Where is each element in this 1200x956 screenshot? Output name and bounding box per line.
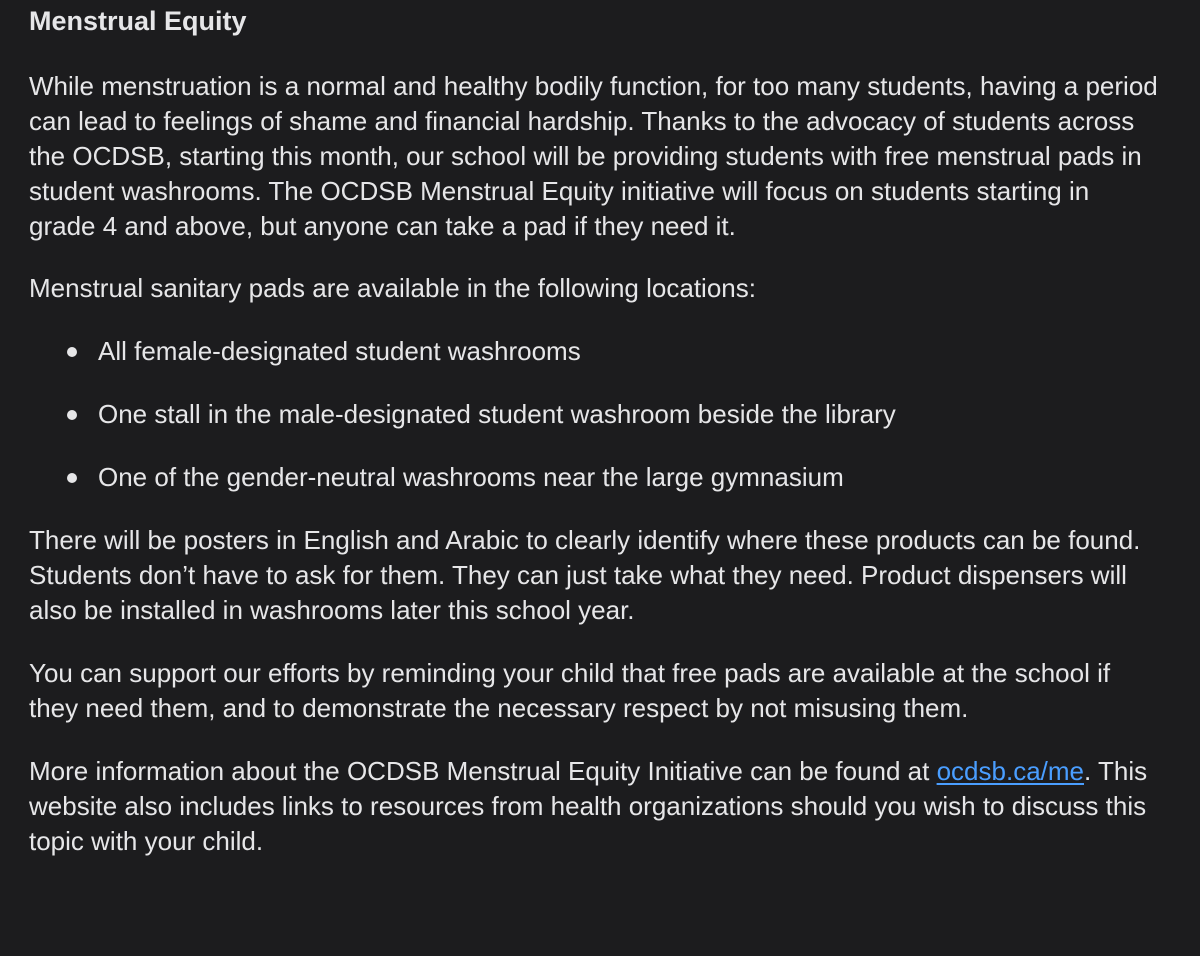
list-item-text: One stall in the male-designated student washroom beside the library (98, 399, 896, 429)
list-item (29, 334, 1160, 369)
intro-paragraph: While menstruation is a normal and healthy bodily function, for too many students, having a period can lead to feelings of shame and financial hardship. Thanks to the advocacy of students across the OCDSB, starting this month, our school will be providing students with free menstrual pads in student washrooms. The OCDSB Menstrual Equity initiative will focus on students starting in grade 4 and above, but anyone can take a pad if they need it. (29, 71, 1158, 241)
more-info-paragraph (29, 754, 1160, 859)
list-item (29, 397, 1160, 432)
section-title: Menstrual Equity (29, 6, 247, 36)
more-info-text-after: . This website also includes links to resources from health organizations should you wish to discuss this topic with your child. (29, 756, 1148, 856)
bullet-icon (67, 410, 77, 420)
list-item-text: One of the gender-neutral washrooms near the large gymnasium (98, 462, 844, 492)
ocdsb-link[interactable]: ocdsb.ca/me (936, 756, 1084, 786)
more-info-text: More information about the OCDSB Menstrual Equity Initiative can be found at (29, 756, 937, 786)
support-paragraph: You can support our efforts by reminding your child that free pads are available at the school if they need them, and to demonstrate the necessary respect by not misusing them. (29, 658, 1111, 723)
list-item-text: All female-designated student washrooms (98, 336, 581, 366)
locations-intro-paragraph: Menstrual sanitary pads are available in the following locations: (29, 273, 756, 303)
locations-list (29, 334, 1160, 495)
posters-paragraph: There will be posters in English and Arabic to clearly identify where these products can be found. Students don’t have to ask for them. They can just take what they need. Product dispensers will also be installed in washrooms later this school year. (29, 525, 1141, 625)
bullet-icon (67, 347, 77, 357)
list-item (29, 460, 1160, 495)
bullet-icon (67, 473, 77, 483)
